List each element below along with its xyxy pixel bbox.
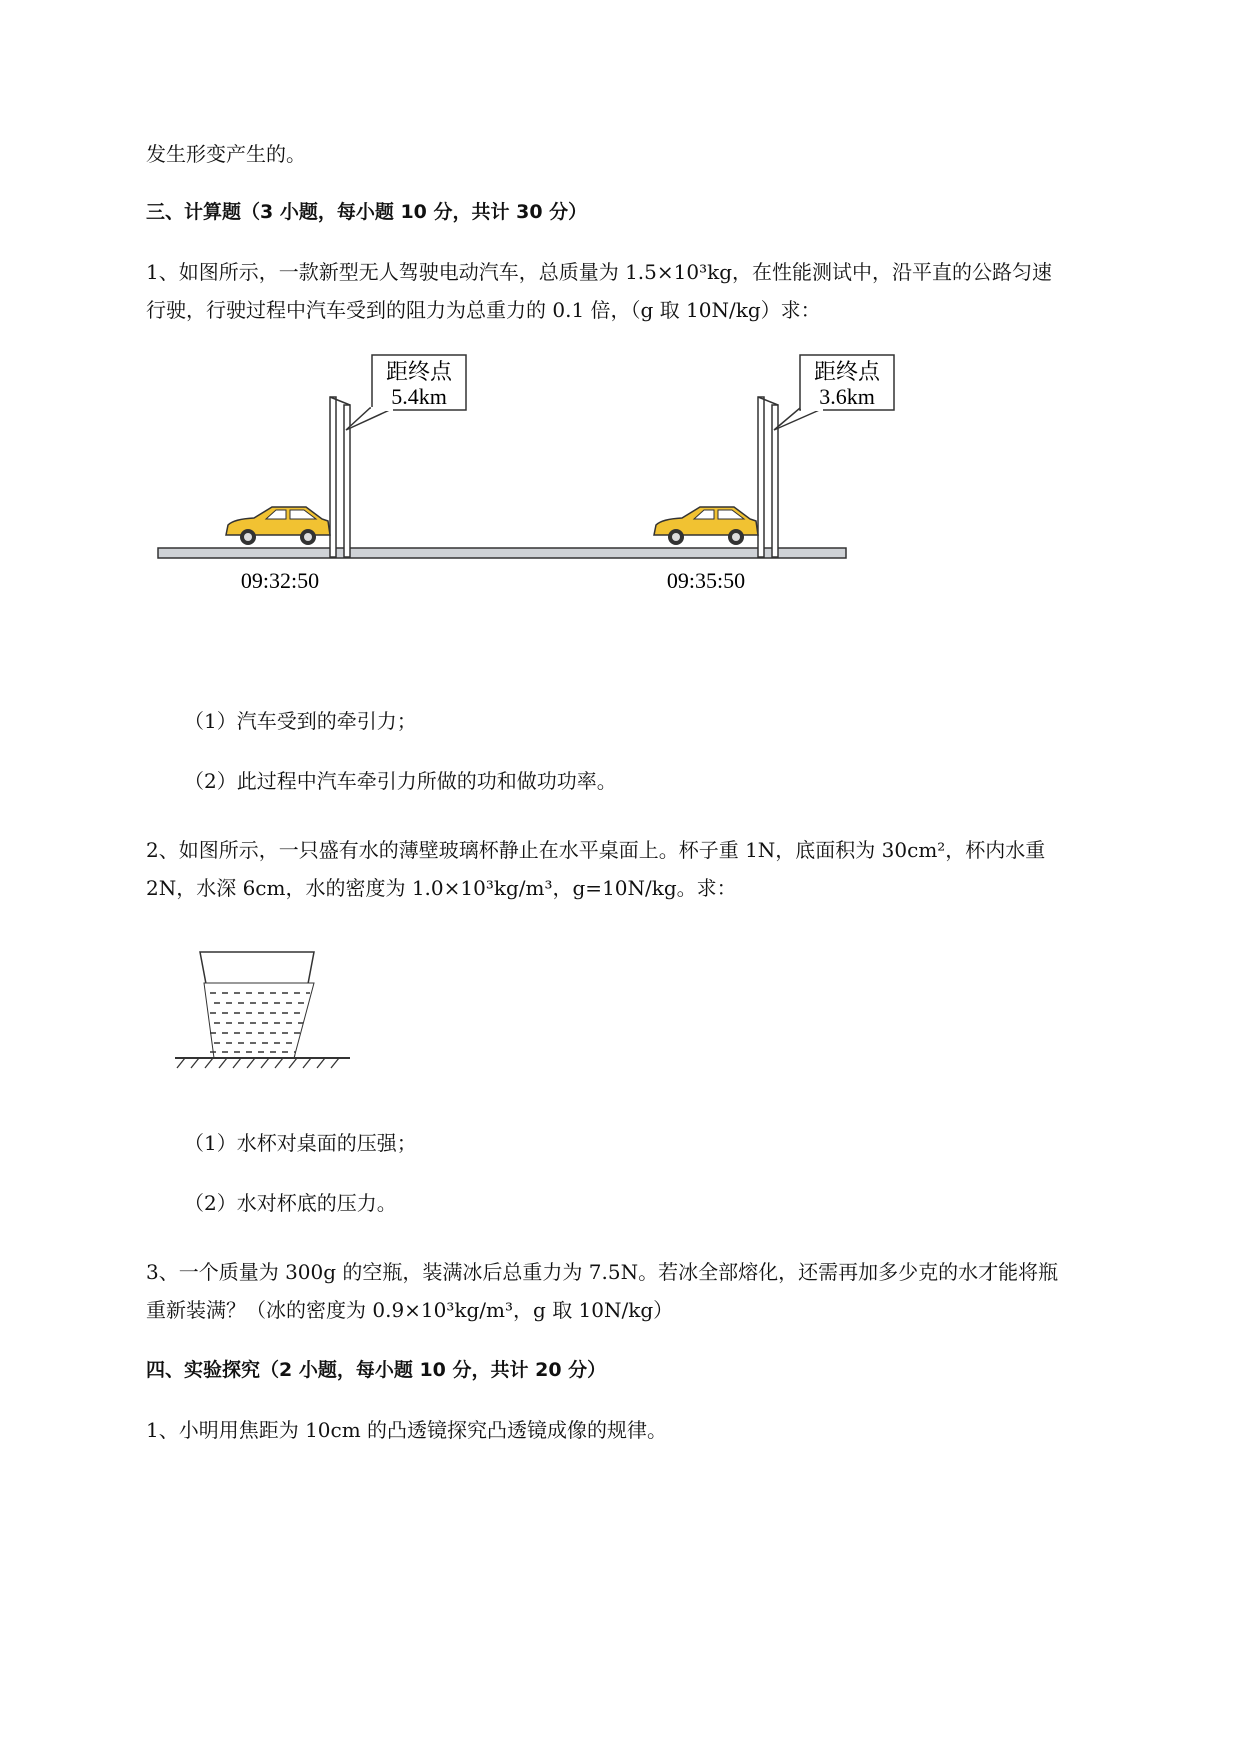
car-distance-figure — [150, 345, 881, 605]
text-line: 发生形变产生的。 — [146, 142, 306, 166]
time-right: 09:35:50 — [666, 568, 746, 593]
time-left: 09:32:50 — [240, 568, 320, 593]
question-1-sub-2: （2）此过程中汽车牵引力所做的功和做功功率。 — [184, 769, 617, 793]
section-heading-4: 四、实验探究（2 小题，每小题 10 分，共计 20 分） — [146, 1359, 607, 1381]
sign-post-right — [758, 355, 894, 557]
experiment-question-1: 1、小明用焦距为 10cm 的凸透镜探究凸透镜成像的规律。 — [146, 1418, 668, 1442]
sign-post-left — [330, 355, 466, 557]
sign-left-title: 距终点 — [385, 359, 453, 384]
question-2-line-2: 2N，水深 6cm，水的密度为 1.0×10³kg/m³，g=10N/kg。求： — [146, 876, 737, 900]
sign-right-distance: 3.6km — [819, 384, 875, 409]
question-3-line-2: 重新装满？（冰的密度为 0.9×10³kg/m³，g 取 10N/kg） — [146, 1298, 674, 1322]
question-1-line-2: 行驶，行驶过程中汽车受到的阻力为总重力的 0.1 倍，（g 取 10N/kg）求： — [146, 298, 821, 322]
question-2-line-1: 2、如图所示，一只盛有水的薄壁玻璃杯静止在水平桌面上。杯子重 1N，底面积为 30cm²，杯内水重 — [146, 838, 1046, 862]
sign-left-distance: 5.4km — [391, 384, 447, 409]
question-2-sub-1: （1）水杯对桌面的压强； — [184, 1131, 417, 1155]
question-3-line-1: 3、一个质量为 300g 的空瓶，装满冰后总重力为 7.5N。若冰全部熔化，还需再加多少克的水才能将瓶 — [146, 1260, 1059, 1284]
question-2-sub-2: （2）水对杯底的压力。 — [184, 1191, 397, 1215]
sign-right-title: 距终点 — [813, 359, 881, 384]
car-left — [226, 507, 330, 545]
question-1-line-1: 1、如图所示，一款新型无人驾驶电动汽车，总质量为 1.5×10³kg，在性能测试中，沿平直的公路匀速 — [146, 260, 1053, 284]
car-right — [654, 507, 758, 545]
water-cup-figure — [170, 945, 360, 1075]
question-1-sub-1: （1）汽车受到的牵引力； — [184, 709, 417, 733]
section-heading-3: 三、计算题（3 小题，每小题 10 分，共计 30 分） — [146, 201, 588, 223]
